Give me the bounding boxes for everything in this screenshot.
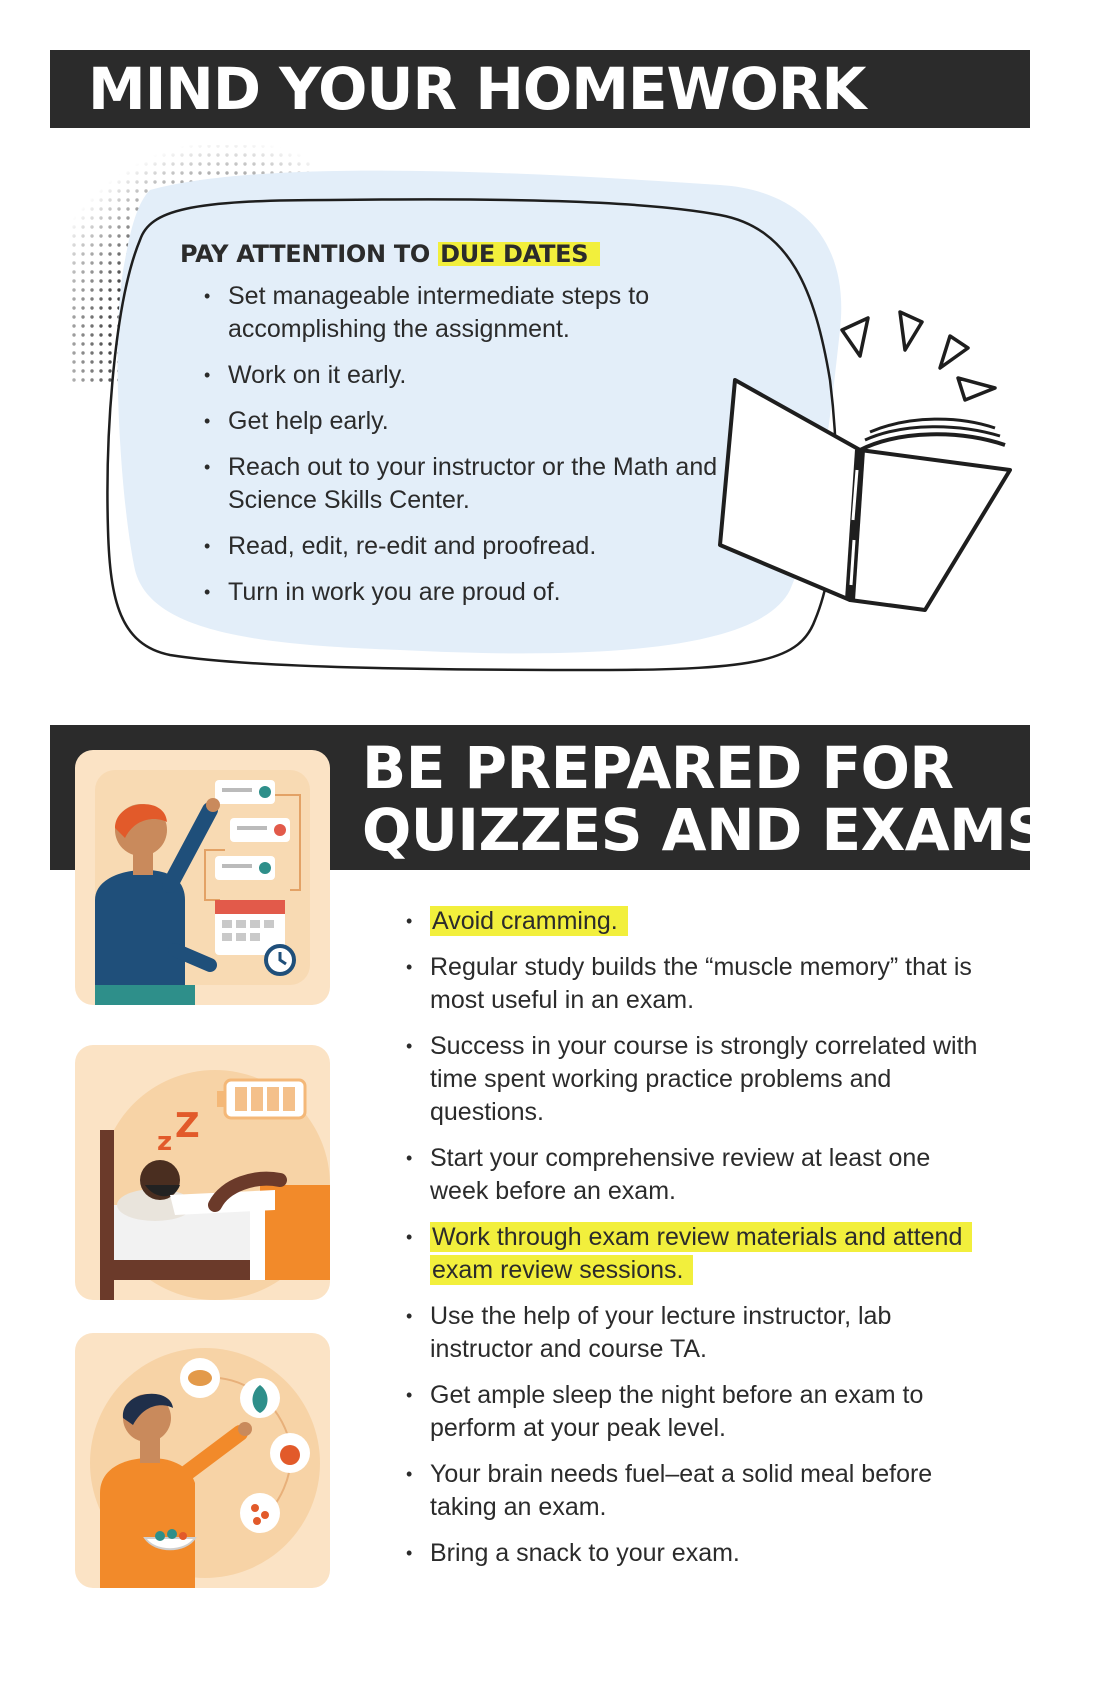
svg-text:Z: Z xyxy=(175,1106,200,1146)
list-item: • Success in your course is strongly correlated with time spent working practice problems and questions. xyxy=(382,1030,982,1129)
heading-prefix: PAY ATTENTION TO xyxy=(180,240,431,268)
list-item xyxy=(382,905,982,938)
planning-illustration xyxy=(75,750,330,1005)
list-item: • Reach out to your instructor or the Math and Science Skills Center. xyxy=(180,451,740,517)
list-item: • Bring a snack to your exam. xyxy=(382,1537,982,1570)
homework-content xyxy=(180,240,740,622)
list-item: • Use the help of your lecture instructor, lab instructor and course TA. xyxy=(382,1300,982,1366)
list-item: • Turn in work you are proud of. xyxy=(180,576,740,609)
list-item: • Regular study builds the “muscle memory” that is most useful in an exam. xyxy=(382,951,982,1017)
food-illustration xyxy=(75,1333,330,1588)
sparkle-triangles xyxy=(842,312,995,400)
exams-content xyxy=(382,905,982,1583)
list-item xyxy=(382,1221,982,1287)
list-item: • Work on it early. xyxy=(180,359,740,392)
exams-bullet-list xyxy=(382,905,982,1570)
heading-highlight: DUE DATES xyxy=(438,240,600,268)
list-item: • Set manageable intermediate steps to accomplishing the assignment. xyxy=(180,280,740,346)
exams-title xyxy=(362,734,1048,864)
sleep-illustration xyxy=(75,1045,330,1300)
list-item: • Start your comprehensive review at least one week before an exam. xyxy=(382,1142,982,1208)
svg-text:z: z xyxy=(157,1127,173,1157)
homework-title: MIND YOUR HOMEWORK xyxy=(88,55,866,123)
due-dates-heading xyxy=(180,240,740,268)
highlighted-text: Work through exam review materials and attend exam review sessions. xyxy=(430,1222,972,1285)
highlighted-text: Avoid cramming. xyxy=(430,906,628,936)
list-item: • Read, edit, re-edit and proofread. xyxy=(180,530,740,563)
homework-bullet-list xyxy=(180,280,740,609)
exams-title-line1: BE PREPARED FOR xyxy=(362,734,954,802)
list-item: • Get ample sleep the night before an exam to perform at your peak level. xyxy=(382,1379,982,1445)
list-item: • Your brain needs fuel–eat a solid meal before taking an exam. xyxy=(382,1458,982,1524)
exams-title-line2: QUIZZES AND EXAMS xyxy=(362,796,1048,864)
list-item: • Get help early. xyxy=(180,405,740,438)
